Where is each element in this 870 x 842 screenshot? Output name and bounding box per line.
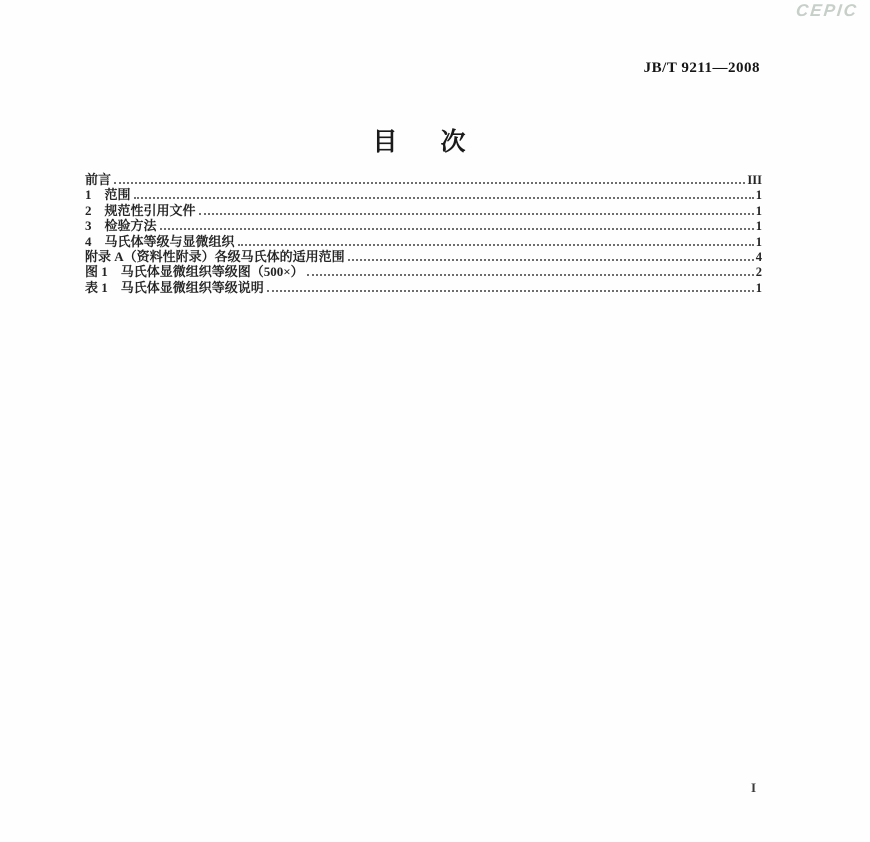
toc-title: 目 次 — [372, 129, 475, 156]
toc-list — [85, 172, 762, 295]
leader-dots — [199, 213, 754, 215]
leader-dots — [307, 274, 754, 276]
leader-dots — [134, 197, 754, 199]
toc-entry-label: 前言 — [85, 172, 112, 187]
leader-dots — [267, 290, 754, 292]
toc-entry-label: 4 马氏体等级与显微组织 — [85, 233, 235, 249]
cepic-watermark: CEPIC — [795, 1, 860, 20]
toc-entry-page: 1 — [755, 203, 762, 218]
toc-entry-page: 1 — [755, 188, 762, 203]
toc-entry-scope — [85, 187, 762, 202]
toc-entry-label: 1 范围 — [85, 187, 131, 203]
leader-dots — [238, 244, 754, 246]
toc-entry-page: 4 — [755, 249, 762, 264]
toc-entry-label: 附录 A（资料性附录）各级马氏体的适用范围 — [85, 248, 345, 264]
toc-entry-foreword — [85, 172, 762, 187]
toc-entry-page: III — [747, 173, 762, 187]
leader-dots — [160, 228, 754, 230]
toc-entry-page: 1 — [755, 234, 762, 249]
toc-entry-martensite-grades — [85, 234, 762, 249]
toc-entry-annex-a — [85, 249, 762, 264]
toc-entry-page: 1 — [755, 280, 762, 295]
standard-number: JB/T 9211—2008 — [643, 60, 760, 76]
page-number: I — [751, 780, 757, 795]
toc-entry-label: 2 规范性引用文件 — [85, 202, 196, 218]
toc-entry-normative-references — [85, 203, 762, 218]
toc-entry-label: 表 1 马氏体显微组织等级说明 — [85, 279, 264, 295]
toc-entry-page: 2 — [755, 265, 762, 280]
toc-entry-test-methods — [85, 218, 762, 233]
leader-dots — [114, 182, 745, 184]
toc-entry-label: 图 1 马氏体显微组织等级图（500×） — [85, 264, 304, 280]
toc-entry-figure-1 — [85, 264, 762, 279]
toc-entry-table-1 — [85, 280, 762, 295]
toc-entry-label: 3 检验方法 — [85, 218, 157, 234]
leader-dots — [348, 259, 754, 261]
toc-entry-page: 1 — [755, 219, 762, 234]
